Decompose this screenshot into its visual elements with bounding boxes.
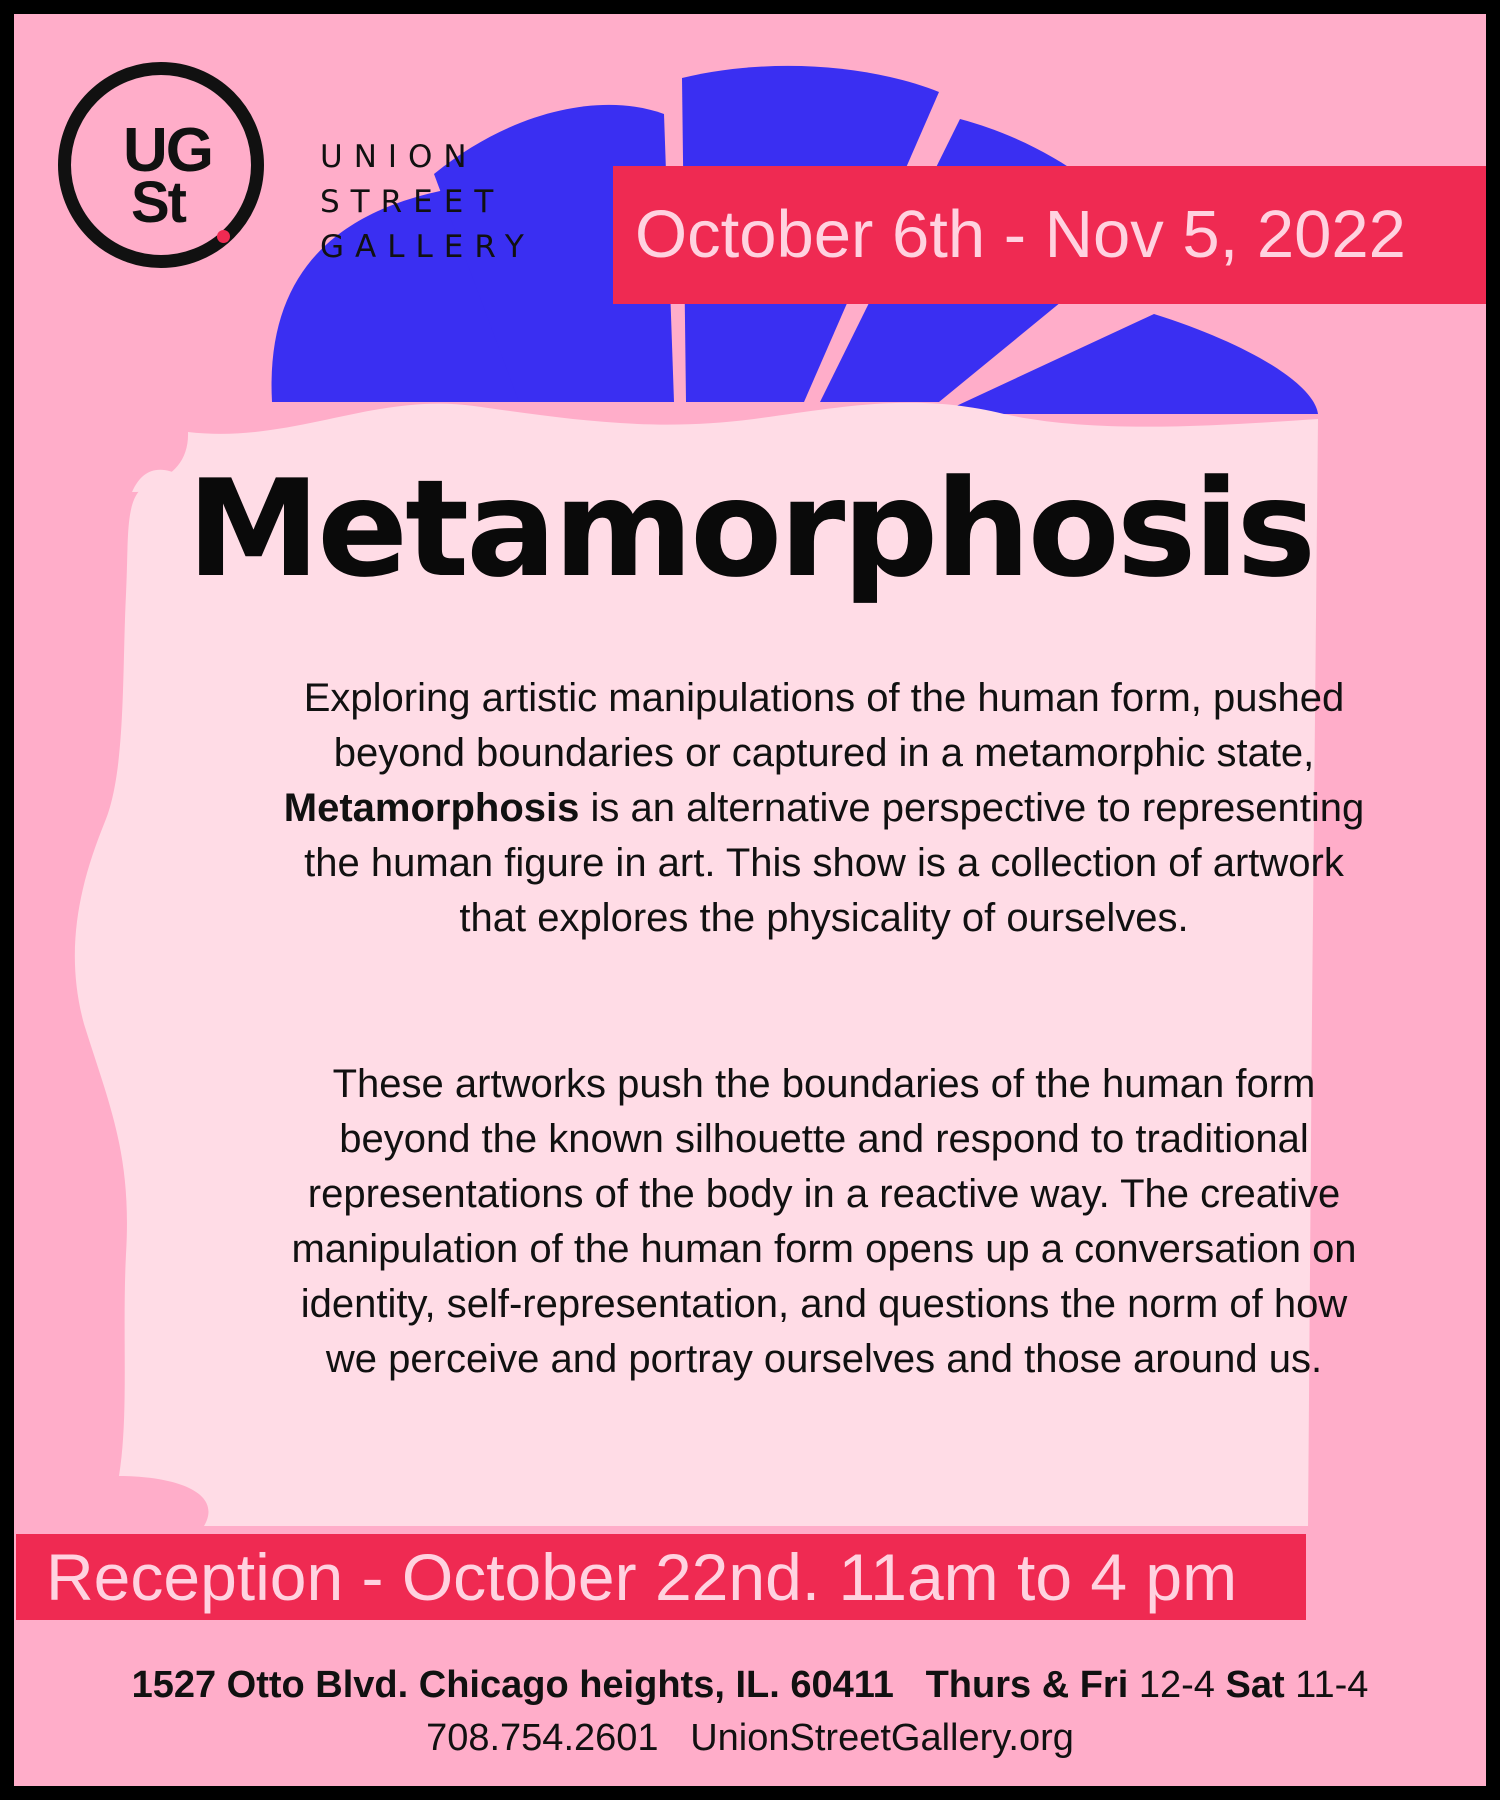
logo-st: St — [131, 170, 185, 235]
description-bold-title: Metamorphosis — [283, 786, 580, 830]
poster — [14, 14, 1486, 1786]
description-text: Exploring artistic manipulations of the human form, pushed beyond boundaries or captured in a metamorphic state, — [303, 676, 1345, 775]
footer-contact — [14, 1719, 1486, 1757]
footer-address-hours — [14, 1666, 1486, 1704]
reception-banner: Reception - October 22nd. 11am to 4 pm — [16, 1534, 1306, 1620]
hours-days-1: Thurs & Fri — [925, 1664, 1129, 1706]
logo-ug: UG — [123, 116, 212, 185]
phone-number: 708.754.2601 — [426, 1717, 659, 1759]
brand-name-line-2: STREET — [320, 184, 505, 220]
logo-dot — [217, 230, 230, 243]
description-paragraph-1 — [274, 671, 1374, 946]
brand-name-line-1: UNION — [320, 139, 478, 175]
address: 1527 Otto Blvd. Chicago heights, IL. 60411 — [131, 1664, 894, 1706]
exhibition-dates-banner: October 6th - Nov 5, 2022 — [613, 166, 1486, 304]
website-link[interactable]: UnionStreetGallery.org — [690, 1717, 1074, 1759]
brand-name-line-3: GALLERY — [320, 229, 535, 265]
hours-time-1: 12-4 — [1138, 1664, 1215, 1706]
description-text: is an alternative perspective to representing the human figure in art. This show is a collection of artwork that explores the physicality of ourselves. — [304, 786, 1365, 940]
hours-time-2: 11-4 — [1295, 1664, 1369, 1706]
exhibition-title: Metamorphosis — [186, 451, 1314, 607]
hours-days-2: Sat — [1225, 1664, 1285, 1706]
description-paragraph-2: These artworks push the boundaries of the human form beyond the known silhouette and respond to traditional representations of the body in a reactive way. The creative manipulation of the human form opens up a conversation on identity, self-representation, and questions the norm of how we perceive and portray ourselves and those around us. — [291, 1062, 1357, 1381]
